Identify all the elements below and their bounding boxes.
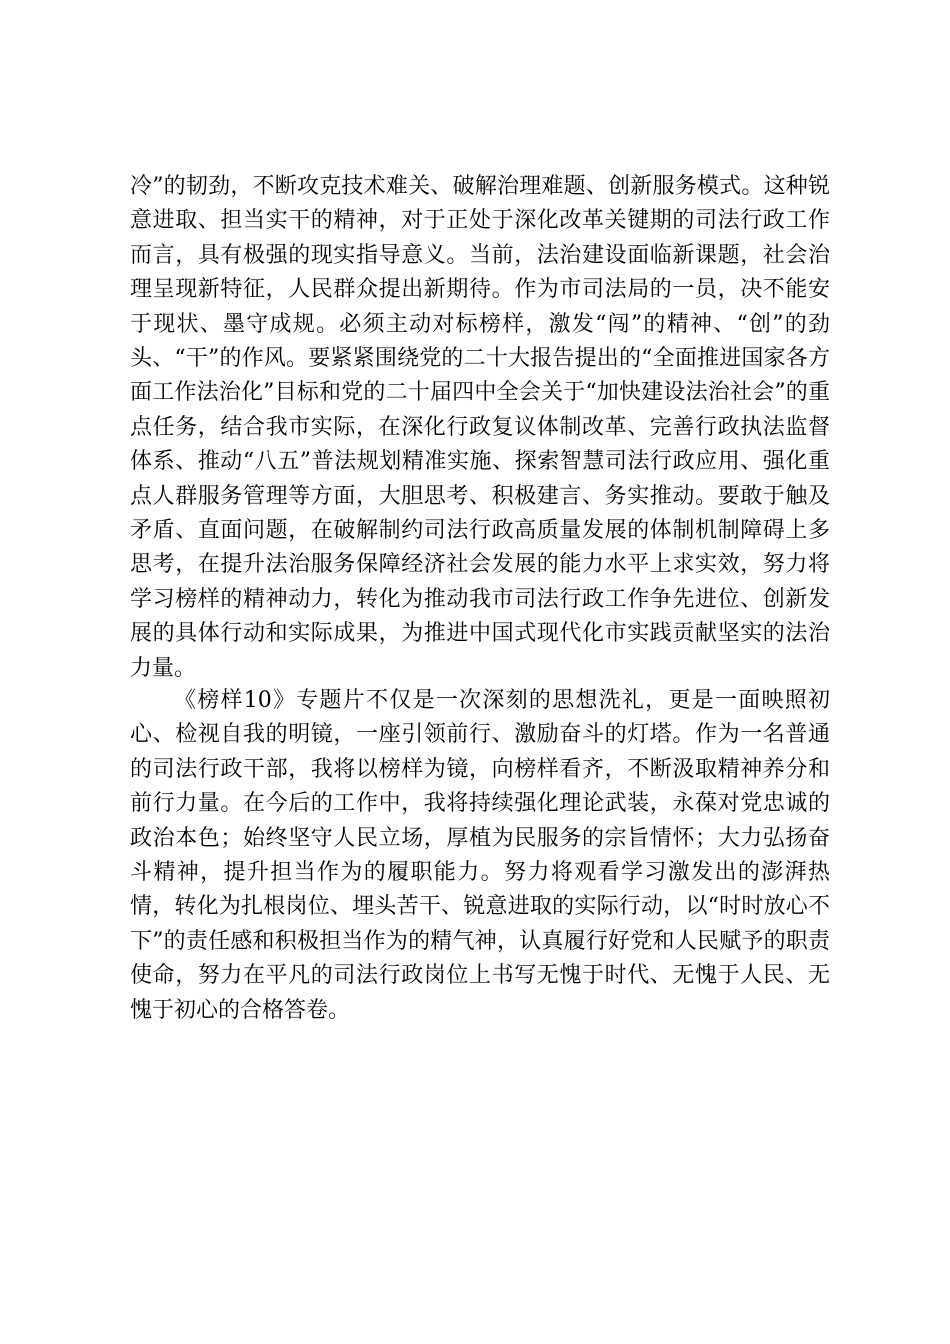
paragraph-text: 冷”的韧劲，不断攻克技术难关、破解治理难题、创新服务模式。这种锐意进取、担当实干的精神，对于正处于深化改革关键期的司法行政工作而言，具有极强的现实指导意义。当前，法治建设面临新课题，社会治理呈现新特征，人民群众提出新期待。作为市司法局的一员，决不能安于现状、墨守成规。必须主动对标榜样，激发“闯”的精神、“创”的劲头、“干”的作风。要紧紧围绕党的二十大报告提出的“全面推进国家各方面工作法治化”目标和党的二十届四中全会关于“加快建设法治社会”的重点任务，结合我市实际，在深化行政复议体制改革、完善行政执法监督体系、推动“八五”普法规划精准实施、探索智慧司法行政应用、强化重点人群服务管理等方面，大胆思考、积极建言、务实推动。要敢于触及矛盾、直面问题，在破解制约司法行政高质量发展的体制机制障碍上多思考，在提升法治服务保障经济社会发展的能力水平上求实效，努力将学习榜样的精神动力，转化为推动我市司法行政工作争先进位、创新发展的具体行动和实际成果，为推进中国式现代化市实践贡献坚实的法治力量。 [130, 174, 830, 681]
body-paragraph-2 [130, 684, 830, 1028]
paragraph-text: 《榜样10》专题片不仅是一次深刻的思想洗礼，更是一面映照初心、检视自我的明镜，一座引领前行、激励奋斗的灯塔。作为一名普通的司法行政干部，我将以榜样为镜，向榜样看齐，不断汲取精神养分和前行力量。在今后的工作中，我将持续强化理论武装，永葆对党忠诚的政治本色；始终坚守人民立场，厚植为民服务的宗旨情怀；大力弘扬奋斗精神，提升担当作为的履职能力。努力将观看学习激发出的澎湃热情，转化为扎根岗位、埋头苦干、锐意进取的实际行动，以“时时放心不下”的责任感和积极担当作为的精气神，认真履行好党和人民赋予的职责使命，努力在平凡的司法行政岗位上书写无愧于时代、无愧于人民、无愧于初心的合格答卷。 [130, 688, 830, 1023]
body-paragraph-1 [130, 170, 830, 686]
